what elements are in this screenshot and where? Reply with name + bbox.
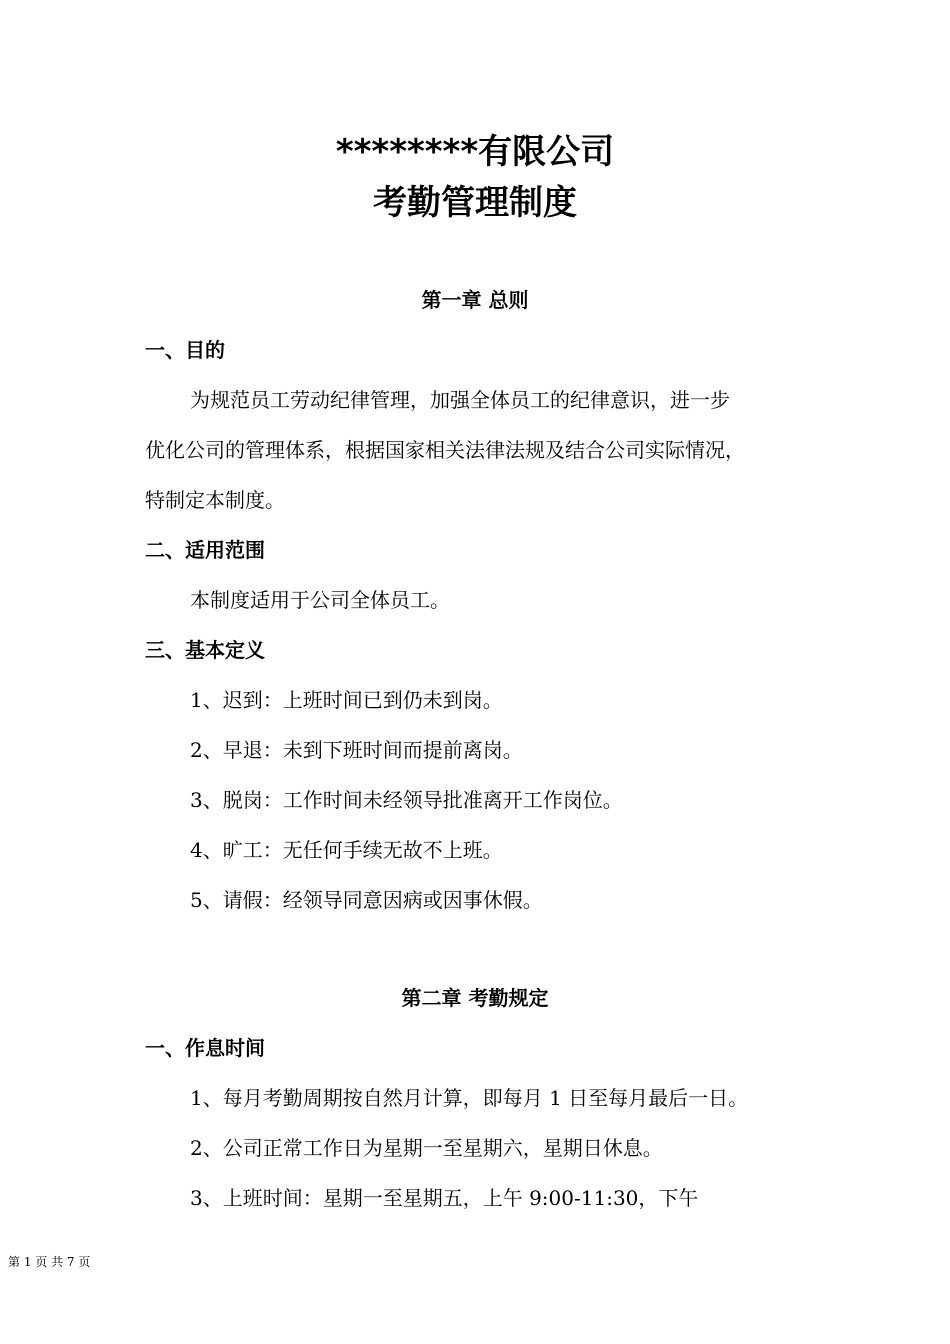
schedule-item-2: 2、公司正常工作日为星期一至星期六，星期日休息。 <box>190 1136 663 1160</box>
definition-item-early-leave: 2、早退：未到下班时间而提前离岗。 <box>190 738 523 762</box>
definition-item-late: 1、迟到：上班时间已到仍未到岗。 <box>190 688 503 712</box>
section-heading-purpose: 一、目的 <box>145 338 225 362</box>
scope-line-1: 本制度适用于公司全体员工。 <box>190 588 450 612</box>
section-heading-schedule: 一、作息时间 <box>145 1036 265 1060</box>
definition-item-absence: 4、旷工：无任何手续无故不上班。 <box>190 838 503 862</box>
schedule-item-3: 3、上班时间：星期一至星期五，上午 9:00-11:30，下午 <box>190 1186 699 1210</box>
chapter1-heading: 第一章 总则 <box>421 288 529 312</box>
definition-item-leave: 5、请假：经领导同意因病或因事休假。 <box>190 888 543 912</box>
definition-item-off-post: 3、脱岗：工作时间未经领导批准离开工作岗位。 <box>190 788 623 812</box>
purpose-line-2: 优化公司的管理体系，根据国家相关法律法规及结合公司实际情况， <box>145 438 745 462</box>
section-heading-scope: 二、适用范围 <box>145 538 265 562</box>
document-title-company: ********有限公司 <box>335 132 615 172</box>
document-title-policy: 考勤管理制度 <box>373 183 577 223</box>
purpose-line-1: 为规范员工劳动纪律管理，加强全体员工的纪律意识，进一步 <box>190 388 730 412</box>
purpose-line-3: 特制定本制度。 <box>145 488 285 512</box>
page-footer: 第 1 页 共 7 页 <box>8 1255 91 1269</box>
schedule-item-1: 1、每月考勤周期按自然月计算，即每月 1 日至每月最后一日。 <box>190 1086 749 1110</box>
section-heading-definitions: 三、基本定义 <box>145 638 265 662</box>
chapter2-heading: 第二章 考勤规定 <box>401 986 549 1010</box>
